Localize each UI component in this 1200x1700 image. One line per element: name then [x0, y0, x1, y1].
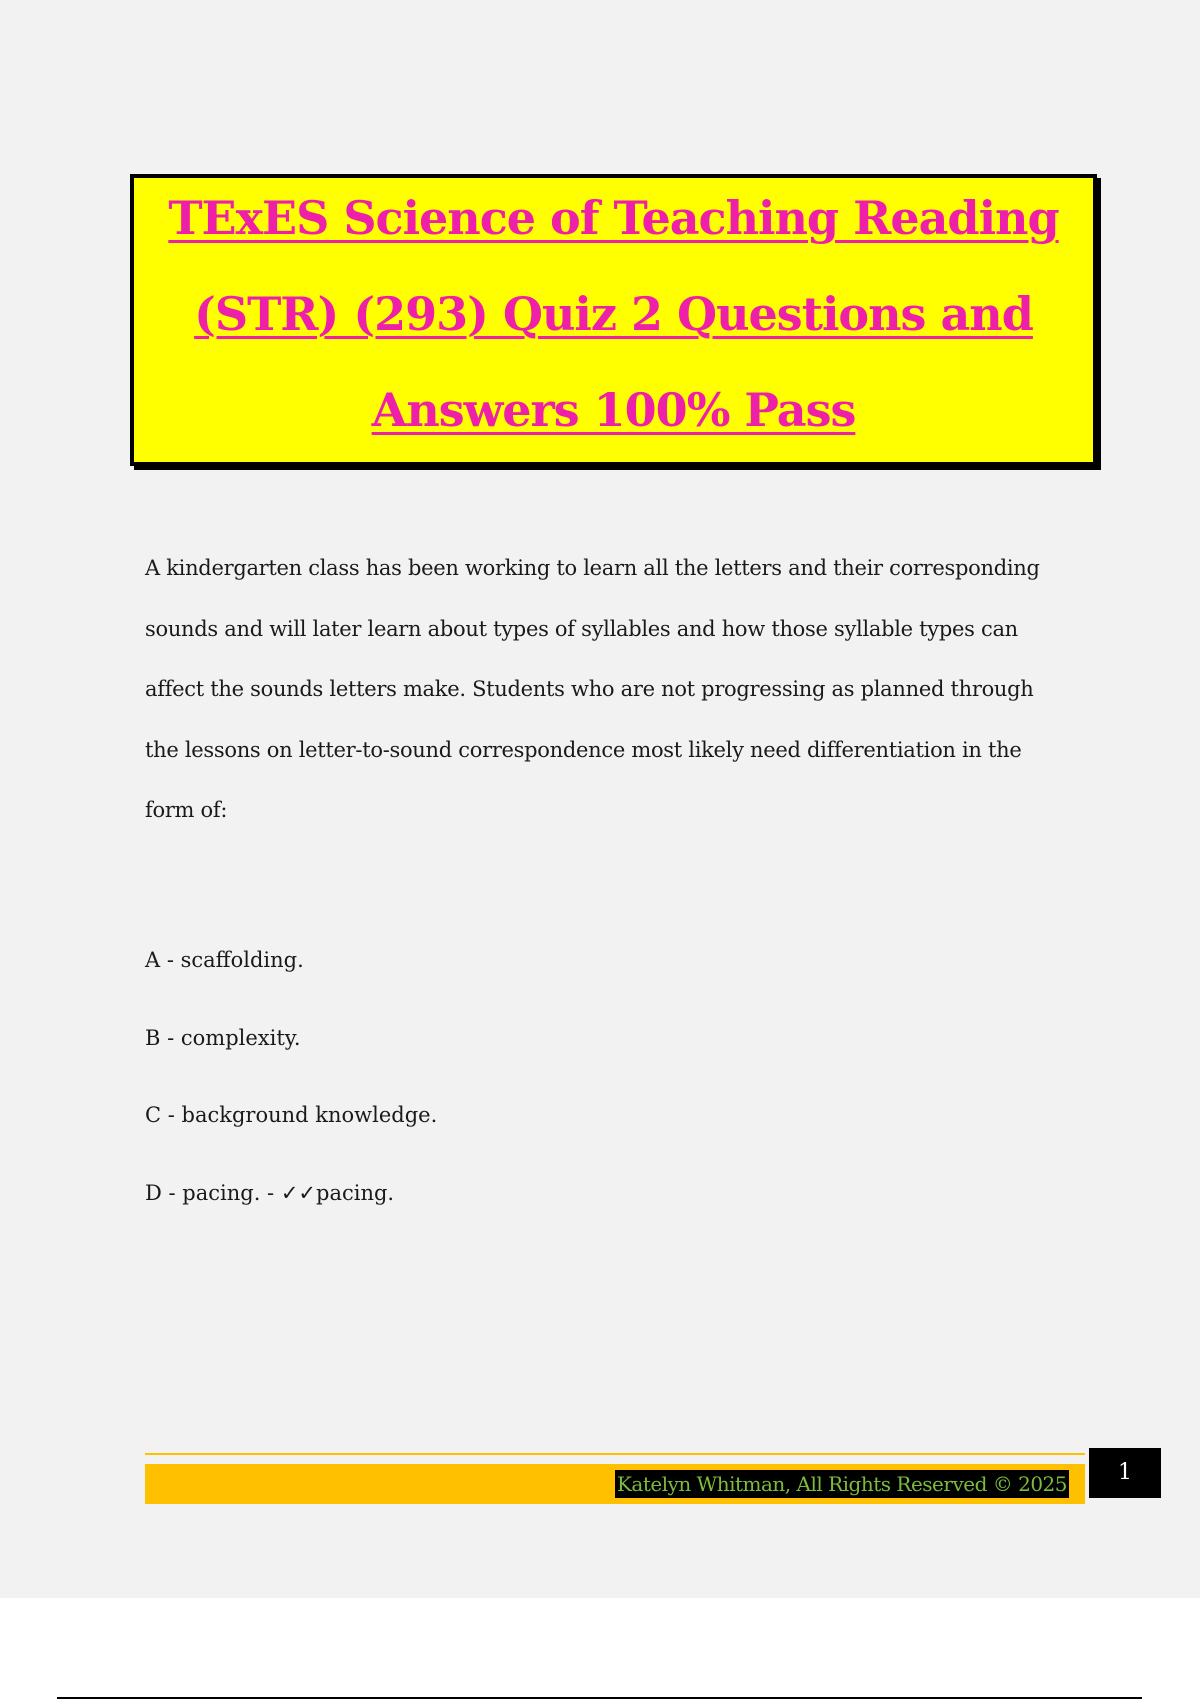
- footer-copyright: Katelyn Whitman, All Rights Reserved © 2025: [616, 1472, 1067, 1496]
- answer-option-d: D - pacing. - ✓✓pacing.: [145, 1181, 395, 1205]
- question-line: affect the sounds letters make. Students who are not progressing as planned through: [145, 677, 1034, 701]
- question-line: A kindergarten class has been working to learn all the letters and their corresponding: [145, 556, 1040, 580]
- page-number: 1: [1089, 1448, 1161, 1498]
- answer-option-c: C - background knowledge.: [145, 1103, 438, 1127]
- answer-option-a: A - scaffolding.: [145, 948, 304, 972]
- answer-option-b: B - complexity.: [145, 1026, 301, 1050]
- title-line-1: TExES Science of Teaching Reading: [168, 191, 1059, 245]
- title-line-3: Answers 100% Pass: [371, 383, 856, 437]
- title-line-2: (STR) (293) Quiz 2 Questions and: [194, 287, 1033, 341]
- page-bottom-divider: [57, 1697, 1142, 1699]
- footer-bar: [145, 1464, 1085, 1504]
- footer-rule: [145, 1453, 1085, 1455]
- title-box: [130, 174, 1097, 466]
- question-line: the lessons on letter-to-sound correspondence most likely need differentiation in the: [145, 737, 1022, 762]
- question-line: form of:: [145, 798, 228, 822]
- question-line: sounds and will later learn about types of syllables and how those syllable types can: [145, 616, 1018, 641]
- question-text: [145, 538, 1075, 841]
